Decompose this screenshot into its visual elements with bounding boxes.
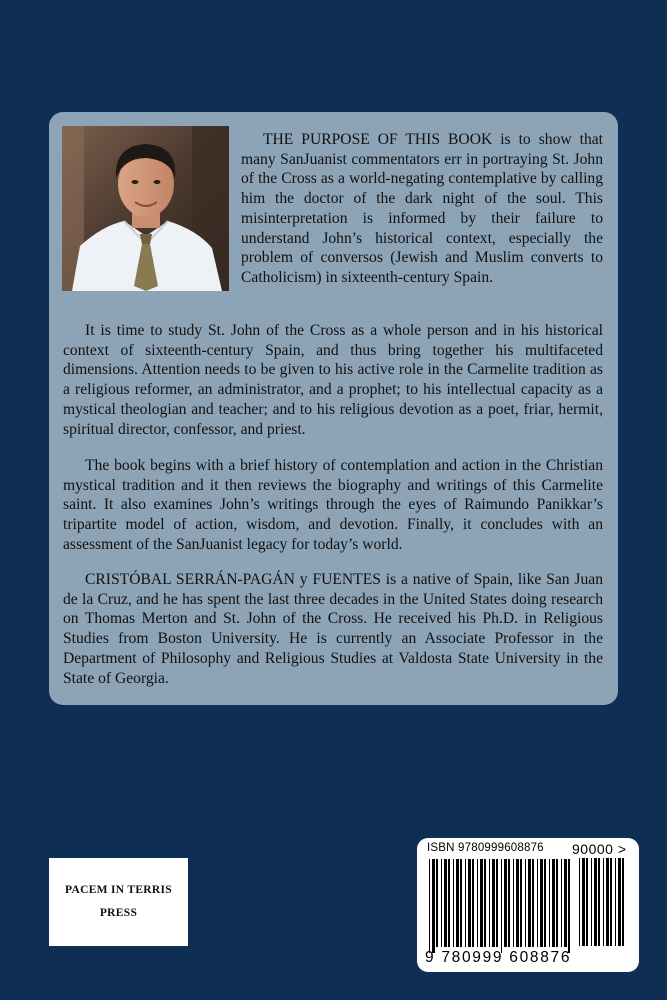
barcode-bar [598, 858, 600, 946]
barcode-bar [436, 859, 438, 947]
barcode-bar [484, 859, 486, 947]
barcode-digits: 9 780999 608876 [425, 949, 572, 966]
barcode-bar [622, 858, 624, 946]
barcode-bar [561, 859, 562, 947]
barcode-bar [489, 859, 490, 947]
barcode-bar [537, 859, 538, 947]
barcode-bar [610, 858, 612, 946]
author-portrait-image [62, 126, 229, 291]
barcode-bar [513, 859, 514, 947]
barcode-bars [429, 859, 572, 953]
barcode-bar [618, 858, 621, 946]
barcode-bar [465, 859, 466, 947]
price-code: 90000 > [572, 841, 627, 857]
barcode-bar [540, 859, 543, 947]
barcode-bar [460, 859, 462, 947]
purpose-paragraph: THE PURPOSE OF THIS BOOK is to show that many SanJuanist commentators err in portraying St. John of the Cross as a world-negating contemplative by calling him the doctor of the dark night of the soul. This misinterpretation is informed by their failure to understand John’s historical context, especially the problem of conversos (Jewish and Muslim converts to Catholicism) in sixteenth-century Spain. [241, 131, 603, 286]
barcode-bar [544, 859, 546, 947]
back-cover-panel [49, 112, 618, 705]
barcode-bar [564, 859, 567, 947]
barcode-bar [444, 859, 447, 947]
barcode-bar [552, 859, 555, 947]
barcode-bar [528, 859, 531, 947]
barcode-bar [448, 859, 450, 947]
barcode-bar [504, 859, 507, 947]
barcode-bar [492, 859, 495, 947]
publisher-name-line1: PACEM IN TERRIS [65, 884, 172, 896]
barcode-bar [472, 859, 474, 947]
barcode-bar [586, 858, 588, 946]
publisher-logo [49, 858, 188, 946]
barcode-bar [468, 859, 471, 947]
barcode-bar [525, 859, 526, 947]
barcode-bar [549, 859, 550, 947]
barcode-bar [582, 858, 585, 946]
barcode-bar [456, 859, 459, 947]
barcode-bar [480, 859, 483, 947]
barcode-bar [453, 859, 454, 947]
barcode-bar [477, 859, 478, 947]
barcode-bar [568, 859, 570, 953]
barcode-bar [556, 859, 558, 947]
barcode-bar [615, 858, 616, 946]
author-photo [62, 126, 229, 291]
author-bio-paragraph: CRISTÓBAL SERRÁN-PAGÁN y FUENTES is a native of Spain, like San Juan de la Cruz, and he has spent the last three decades in the United States doing research on Thomas Merton and St. John of the Cross. He received his Ph.D. in Religious Studies from Boston University. He is currently an Associate Professor in the Department of Philosophy and Religious Studies at Valdosta State University in the State of Georgia. [63, 571, 603, 687]
contents-paragraph: The book begins with a brief history of contemplation and action in the Christian mystical tradition and it then reviews the biography and writings of this Carmelite saint. It also examines John’s writings through the eyes of Raimundo Panikkar’s tripartite model of action, wisdom, and devotion. Finally, it concludes with an assessment of the SanJuanist legacy for today’s world. [63, 457, 603, 553]
barcode-bar [594, 858, 597, 946]
price-addon-bars [579, 858, 627, 946]
isbn-barcode [417, 838, 639, 972]
barcode-bar [516, 859, 519, 947]
barcode-bar [501, 859, 502, 953]
barcode-bar [591, 858, 592, 946]
barcode-bar [429, 859, 430, 953]
publisher-name-line2: PRESS [99, 907, 138, 919]
barcode-bar [603, 858, 604, 946]
barcode-bar [441, 859, 442, 947]
barcode-bar [606, 858, 609, 946]
barcode-bar [532, 859, 534, 947]
barcode-bar [579, 858, 580, 946]
barcode-bar [520, 859, 522, 947]
barcode-bar [508, 859, 510, 947]
study-paragraph: It is time to study St. John of the Cross as a whole person and in his historical context of sixteenth-century Spain, and thus bring together his multifaceted dimensions. Attention needs to be given to his active role in the Carmelite tradition as a religious reformer, an administrator, and a prophet; to his intellectual capacity as a mystical theologian and teacher; and to his religious devotion as a poet, friar, hermit, spiritual director, confessor, and priest. [63, 322, 603, 438]
isbn-label: ISBN 9780999608876 [427, 842, 544, 854]
barcode-bar [496, 859, 498, 947]
barcode-bar [432, 859, 435, 953]
